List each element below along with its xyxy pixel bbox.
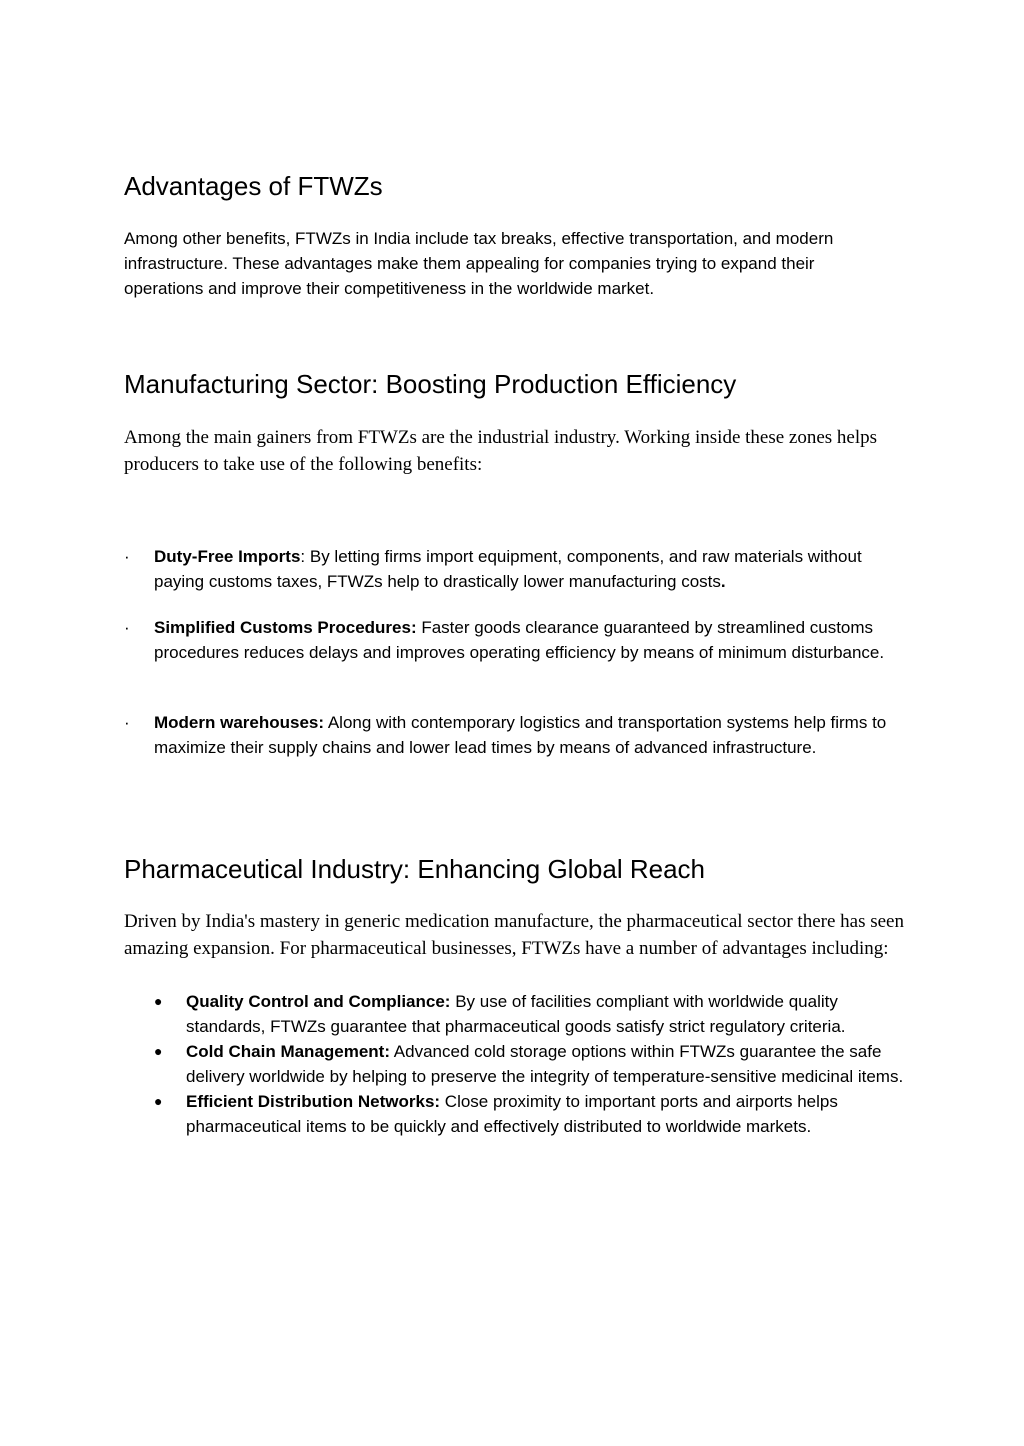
filled-circle-bullet-icon: ● [154,993,163,1009]
filled-circle-bullet-icon: ● [154,1093,163,1109]
dot-bullet-icon: · [124,713,130,732]
list-item-body: By use of facilities compliant with worldwide quality standards, FTWZs guarantee that pharmaceutical goods satisfy strict regulatory criteria. [186,992,846,1036]
list-item-text [154,710,904,760]
list-item-body: : By letting firms import equipment, components, and raw materials without paying customs taxes, FTWZs help to drastically lower manufacturing costs [154,547,862,591]
list-item-body: Advanced cold storage options within FTWZs guarantee the safe delivery worldwide by helping to preserve the integrity of temperature-sensitive medicinal items. [186,1042,904,1086]
list-item-title: Modern warehouses: [154,713,325,732]
list-item-title: Quality Control and Compliance: [186,992,451,1011]
section-heading-advantages: Advantages of FTWZs [124,171,383,201]
list-item-body: Along with contemporary logistics and transportation systems help firms to maximize their supply chains and lower lead times by means of advanced infrastructure. [154,713,887,757]
list-item-body: Faster goods clearance guaranteed by streamlined customs procedures reduces delays and improves operating efficiency by means of minimum disturbance. [154,618,885,662]
list-item-distribution-networks [154,1089,904,1139]
list-item-body: Close proximity to important ports and airports helps pharmaceutical items to be quickly and effectively distributed to worldwide markets. [186,1092,838,1136]
section-heading-pharmaceutical: Pharmaceutical Industry: Enhancing Global Reach [124,854,705,884]
dot-bullet-icon: · [124,547,130,566]
section-paragraph-pharmaceutical: Driven by India's mastery in generic medication manufacture, the pharmaceutical sector there has seen amazing expansion. For pharmaceutical businesses, FTWZs have a number of advantages including: [124,911,904,959]
section-heading-manufacturing: Manufacturing Sector: Boosting Production Efficiency [124,369,737,399]
list-item-duty-free-imports [124,544,904,594]
section-paragraph-manufacturing: Among the main gainers from FTWZs are the industrial industry. Working inside these zones helps producers to take use of the following benefits: [124,427,878,475]
section-paragraph-advantages: Among other benefits, FTWZs in India include tax breaks, effective transportation, and modern infrastructure. These advantages make them appealing for companies trying to expand their operations and improve their competitiveness in the worldwide market. [124,229,834,298]
list-item-text [154,615,904,665]
list-item-title: Cold Chain Management: [186,1042,391,1061]
dot-bullet-icon: · [124,618,130,637]
list-item-quality-control [154,989,904,1039]
list-item-cold-chain [154,1039,904,1089]
list-item-title: Efficient Distribution Networks: [186,1092,441,1111]
filled-circle-bullet-icon: ● [154,1043,163,1059]
list-item-trailing: . [720,572,726,591]
list-item-title: Duty-Free Imports [154,547,301,566]
list-item-title: Simplified Customs Procedures: [154,618,417,637]
list-item-modern-warehouses [124,710,904,760]
pharma-benefits-list [154,989,904,1139]
list-item-simplified-customs [124,615,904,665]
list-item-text [154,544,904,594]
